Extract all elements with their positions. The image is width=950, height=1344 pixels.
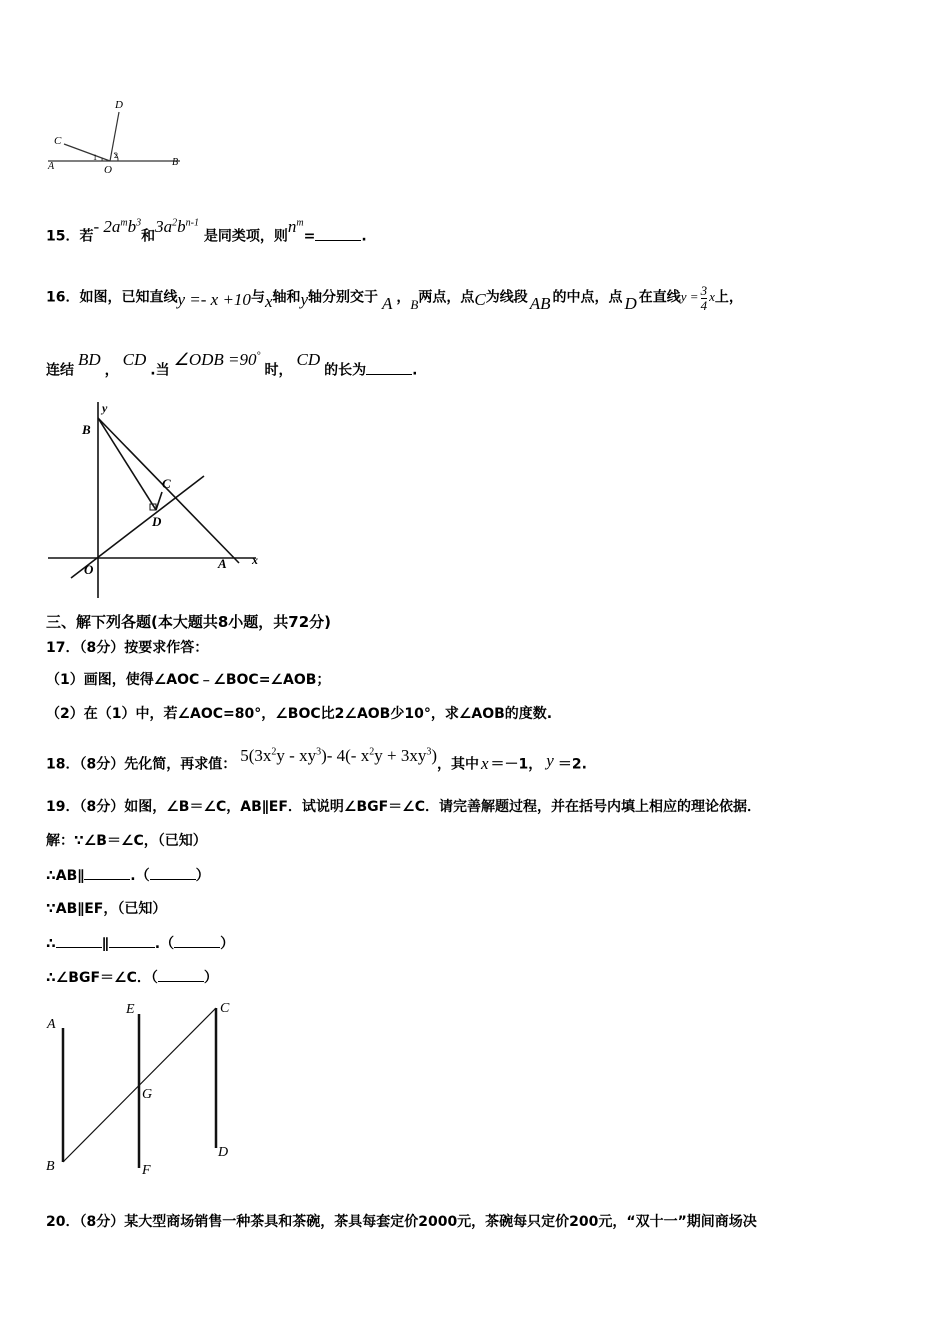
label-x: x bbox=[252, 553, 258, 567]
section-3-title: 三、解下列各题(本大题共8小题，共72分) bbox=[46, 613, 332, 631]
answer-blank-19-4[interactable] bbox=[109, 933, 155, 948]
label-y: y bbox=[102, 401, 108, 415]
question-19-line-4: ∴ ∥ .（ ） bbox=[46, 933, 234, 954]
label-C: C bbox=[162, 476, 171, 491]
label-1: 1 bbox=[93, 153, 97, 162]
label-E: E bbox=[126, 1002, 135, 1017]
question-17-part-2: （2）在（1）中，若∠AOC=80°，∠BOC比2∠AOB少10°，求∠AOB的度数. bbox=[46, 706, 553, 722]
answer-blank-19-5[interactable] bbox=[174, 933, 220, 948]
label-B: B bbox=[172, 157, 179, 168]
question-19-line-5: ∴∠BGF＝∠C．（ ） bbox=[46, 967, 218, 988]
figure-coordinate bbox=[44, 398, 274, 604]
answer-blank-19-3[interactable] bbox=[56, 933, 102, 948]
question-17-head: 17．（8分）按要求作答： bbox=[46, 640, 209, 656]
answer-blank-19-6[interactable] bbox=[158, 967, 204, 982]
figure-parallel-lines bbox=[44, 996, 244, 1180]
label-F: F bbox=[142, 1163, 151, 1178]
label-A: A bbox=[218, 556, 227, 571]
question-19-head: 19．（8分）如图，∠B＝∠C，AB∥EF．试说明∠BGF＝∠C．请完善解题过程，并在括号内填上相应的理论依据． bbox=[46, 799, 762, 815]
question-16-line-1: 16．如图，已知直线y =- x +10与x轴和y轴分别交于 A ，B两点，点C为线段 AB 的中点，点 D 在直线y = $\frac{3}{4}$ x上， bbox=[46, 283, 743, 314]
label-C: C bbox=[54, 135, 62, 147]
label-D: D bbox=[152, 514, 162, 529]
question-16-line-2: 连结BD，CD.当∠ODB =90°时，CD的长为 . bbox=[46, 349, 418, 379]
question-17-part-1: （1）画图，使得∠AOC﹣∠BOC=∠AOB； bbox=[46, 672, 331, 688]
question-19-line-2: ∴AB∥ .（ ） bbox=[46, 865, 210, 886]
answer-blank-15[interactable] bbox=[315, 226, 361, 241]
answer-blank-16[interactable] bbox=[366, 360, 412, 375]
question-18: 18．（8分）先化简，再求值： $5(3x^2y - xy^3)-$ 4(- $x^2y + 3xy^3$)，其中 x ＝－1， y ＝2. bbox=[46, 745, 587, 773]
label-D: D bbox=[115, 99, 123, 111]
label-D: D bbox=[218, 1145, 229, 1160]
label-C: C bbox=[220, 1001, 230, 1016]
question-19-line-1: 解：∵∠B＝∠C，（已知） bbox=[46, 833, 207, 849]
label-B: B bbox=[46, 1159, 55, 1174]
label-G: G bbox=[142, 1087, 153, 1102]
question-19-line-3: ∵AB∥EF，（已知） bbox=[46, 901, 167, 917]
answer-blank-19-1[interactable] bbox=[84, 865, 130, 880]
label-O: O bbox=[104, 164, 112, 176]
label-2: 2 bbox=[114, 151, 118, 160]
question-20: 20．（8分）某大型商场销售一种茶具和茶碗，茶具每套定价2000元，茶碗每只定价200元，“双十一”期间商场决 bbox=[46, 1214, 757, 1230]
label-A: A bbox=[48, 161, 55, 172]
label-B: B bbox=[82, 422, 91, 437]
question-15: 15．若- $2a^mb^3$和$3a^2b^{n-1}$ 是同类项，则$n^m=$ . bbox=[46, 216, 367, 245]
label-O: O bbox=[84, 562, 94, 577]
figure-angle bbox=[44, 96, 189, 180]
label-A: A bbox=[47, 1017, 56, 1032]
answer-blank-19-2[interactable] bbox=[150, 865, 196, 880]
